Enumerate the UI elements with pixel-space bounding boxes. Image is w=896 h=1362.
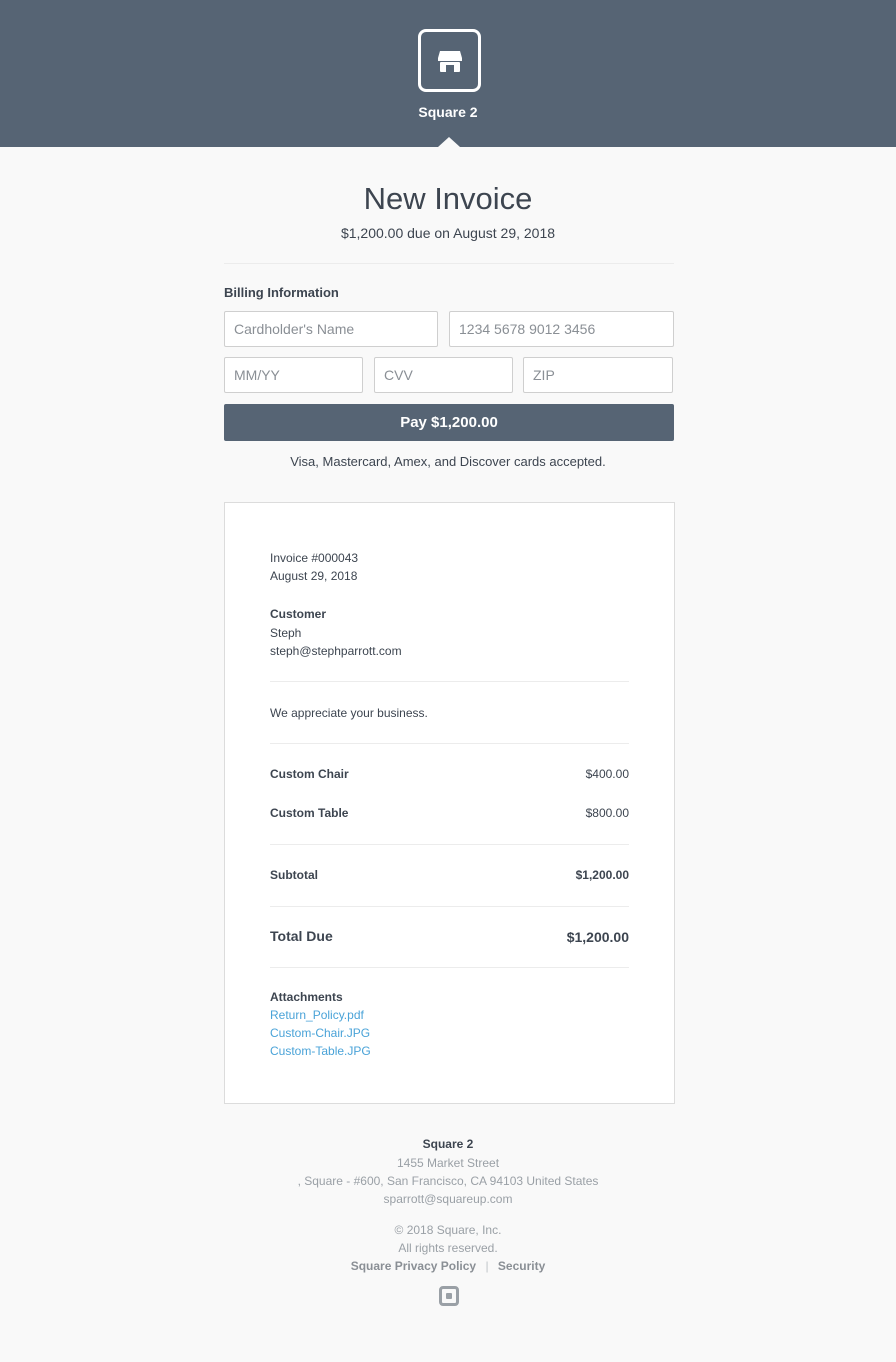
invoice-card — [224, 502, 675, 1104]
cvv-input[interactable] — [374, 357, 513, 393]
merchant-header — [0, 0, 896, 147]
footer-links — [0, 1259, 896, 1273]
square-logo-icon — [439, 1286, 459, 1306]
divider — [270, 681, 629, 682]
billing-heading: Billing Information — [224, 285, 339, 300]
divider — [224, 263, 674, 264]
divider — [270, 743, 629, 744]
zip-input[interactable] — [523, 357, 673, 393]
attachment-link-text[interactable]: Return_Policy.pdf — [270, 1008, 364, 1022]
merchant-name: Square 2 — [418, 104, 478, 120]
storefront-icon — [418, 29, 481, 92]
footer-merchant-name: Square 2 — [422, 1137, 474, 1151]
cardholder-name-input[interactable] — [224, 311, 438, 347]
attachment-link-text[interactable]: Custom-Chair.JPG — [270, 1026, 371, 1040]
footer-copyright: © 2018 Square, Inc. — [394, 1223, 502, 1237]
square-logo-icon-inner — [446, 1293, 452, 1299]
subtotal-label: Subtotal — [270, 868, 318, 882]
divider — [270, 906, 629, 907]
line-item-amount: $800.00 — [585, 806, 629, 820]
footer-address-line2: , Square - #600, San Francisco, CA 94103 United States — [297, 1174, 599, 1188]
total-due-label: Total Due — [270, 928, 333, 944]
subtotal-amount: $1,200.00 — [575, 868, 629, 882]
security-link[interactable]: Security — [497, 1259, 546, 1273]
invoice-message: We appreciate your business. — [270, 706, 428, 720]
attachment-link[interactable] — [270, 1042, 371, 1060]
expiry-input[interactable] — [224, 357, 363, 393]
storefront-icon-graphic — [437, 49, 463, 73]
pay-button[interactable]: Pay $1,200.00 — [224, 404, 674, 441]
card-number-input[interactable] — [449, 311, 674, 347]
privacy-policy-link[interactable]: Square Privacy Policy — [350, 1259, 477, 1273]
attachments-label: Attachments — [270, 990, 343, 1004]
line-item-name: Custom Table — [270, 806, 349, 820]
customer-name: Steph — [270, 626, 302, 640]
line-item-name: Custom Chair — [270, 767, 349, 781]
attachment-link[interactable] — [270, 1024, 370, 1042]
header-notch — [438, 137, 460, 147]
amount-due-line: $1,200.00 due on August 29, 2018 — [340, 225, 556, 241]
attachment-link-text[interactable]: Custom-Table.JPG — [270, 1044, 371, 1058]
customer-label: Customer — [270, 607, 327, 621]
total-due-amount: $1,200.00 — [566, 929, 629, 945]
invoice-date: August 29, 2018 — [270, 569, 358, 583]
divider — [270, 967, 629, 968]
customer-email: steph@stephparrott.com — [270, 644, 402, 658]
footer-address-line1: 1455 Market Street — [396, 1156, 500, 1170]
cards-accepted-note: Visa, Mastercard, Amex, and Discover cards accepted. — [290, 454, 606, 469]
footer-rights: All rights reserved. — [398, 1241, 498, 1255]
line-item-amount: $400.00 — [585, 767, 629, 781]
footer-email: sparrott@squareup.com — [383, 1192, 513, 1206]
attachment-link[interactable] — [270, 1006, 364, 1024]
invoice-number: Invoice #000043 — [270, 551, 359, 565]
page-title: New Invoice — [363, 181, 533, 216]
footer-separator: | — [485, 1259, 489, 1273]
divider — [270, 844, 629, 845]
